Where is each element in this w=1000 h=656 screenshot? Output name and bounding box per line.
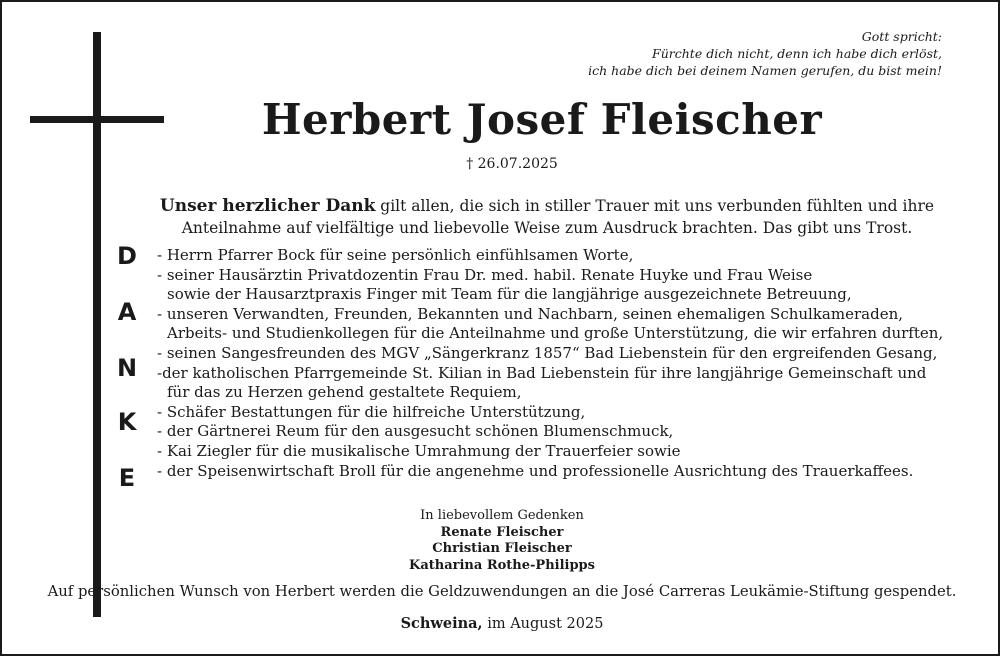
list-item: - unseren Verwandten, Freunden, Bekannten und Nachbarn, seinen ehemaligen Schulkameraden, [157, 304, 904, 323]
list-item: -der katholischen Pfarrgemeinde St. Kilian in Bad Liebenstein für ihre langjährige Gemeinschaft und [157, 363, 927, 382]
verse-line-1: Gott spricht: [861, 29, 942, 44]
death-date: † 26.07.2025 [466, 156, 558, 172]
place-date: im August 2025 [482, 616, 604, 632]
donation-note: Auf persönlichen Wunsch von Herbert werden die Geldzuwendungen an die José Carreras Leukämie-Stiftung gespendet. [47, 583, 957, 600]
list-item: - der Speisenwirtschaft Broll für die angenehme und professionelle Ausrichtung des Trauerkaffees. [157, 461, 914, 480]
list-item: - Schäfer Bestattungen für die hilfreiche Unterstützung, [157, 402, 586, 421]
verse-line-3: ich habe dich bei deinem Namen gerufen, du bist mein! [588, 63, 942, 78]
bible-verse [588, 28, 942, 79]
verse-line-2: Fürchte dich nicht, denn ich habe dich erlöst, [652, 46, 942, 61]
danke-letter: D [117, 242, 137, 270]
list-item-continuation: sowie der Hausarztpraxis Finger mit Team für die langjährige ausgezeichnete Betreuung, [167, 285, 852, 304]
danke-letter: A [117, 298, 137, 326]
list-item: - seiner Hausärztin Privatdozentin Frau Dr. med. habil. Renate Huyke und Frau Weise [157, 265, 813, 284]
deceased-name: Herbert Josef Fleischer [261, 95, 823, 144]
thanks-list [157, 246, 957, 481]
signoff-block [302, 508, 702, 574]
list-item-continuation: Arbeits- und Studienkollegen für die Anteilnahme und große Unterstützung, die wir erfahren durften, [167, 324, 944, 343]
list-item: - seinen Sangesfreunden des MGV „Sängerkranz 1857“ Bad Liebenstein für den ergreifenden Gesang, [157, 343, 938, 362]
place-town: Schweina, [400, 615, 483, 632]
list-item-continuation: für das zu Herzen gehend gestaltete Requiem, [167, 383, 522, 402]
danke-letter: N [116, 354, 138, 382]
place-and-date [302, 615, 702, 632]
danke-letter: K [117, 408, 137, 436]
signatory-name: Katharina Rothe-Philipps [409, 557, 595, 573]
thanks-intro-line-2: Anteilnahme auf vielfältige und liebevolle Weise zum Ausdruck brachten. Das gibt uns Trost. [181, 219, 913, 237]
list-item: - Herrn Pfarrer Bock für seine persönlich einfühlsamen Worte, [157, 246, 634, 264]
thanks-intro [152, 195, 942, 239]
thanks-intro-lead: Unser herzlicher Dank [159, 196, 376, 216]
danke-letter: E [118, 464, 136, 492]
thanks-intro-rest: gilt allen, die sich in stiller Trauer mit uns verbunden fühlten und ihre [375, 197, 935, 215]
signoff-intro: In liebevollem Gedenken [420, 508, 584, 523]
cross-icon-horizontal-beam [30, 116, 164, 123]
signatory-name: Renate Fleischer [440, 524, 564, 540]
signatory-name: Christian Fleischer [432, 541, 572, 556]
list-item: - Kai Ziegler für die musikalische Umrahmung der Trauerfeier sowie [157, 441, 681, 460]
list-item: - der Gärtnerei Reum für den ausgesucht schönen Blumenschmuck, [157, 422, 674, 441]
